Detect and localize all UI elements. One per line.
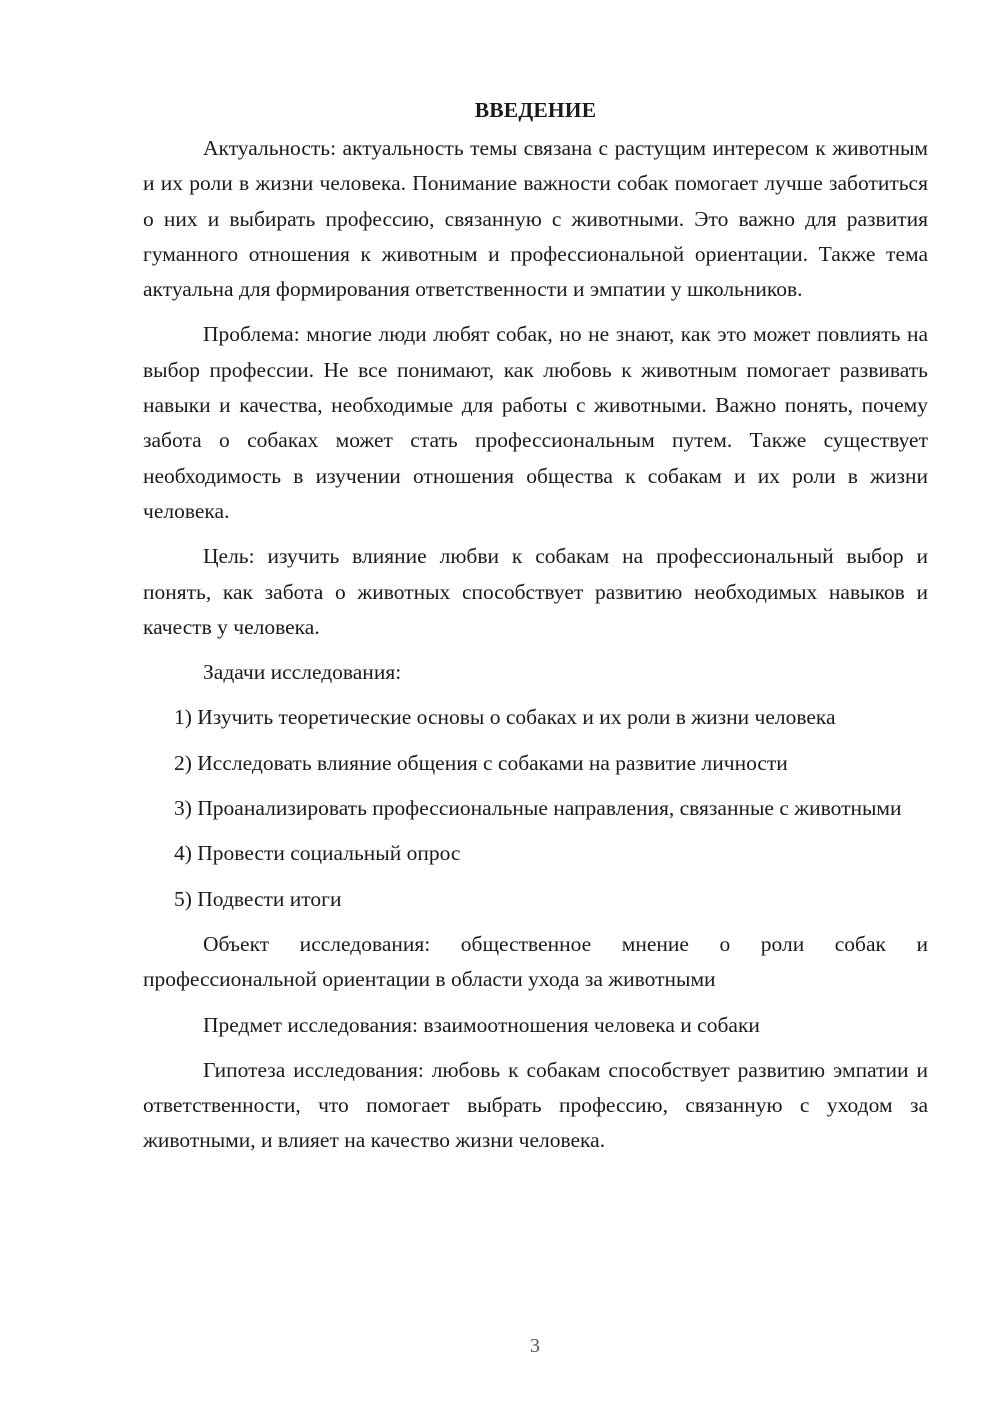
goal-paragraph: Цель: изучить влияние любви к собакам на профессиональный выбор и понять, как забота о животных способствует развитию необходимых навыков и качеств у человека. (143, 544, 928, 639)
page-number: 3 (530, 1335, 540, 1357)
tasks-list (143, 700, 928, 916)
task-item: 4) Провести социальный опрос (174, 841, 461, 866)
section-title: ВВЕДЕНИЕ (474, 98, 597, 122)
research-object-paragraph: Объект исследования: общественное мнение о роли собак и профессиональной ориентации в области ухода за животными (143, 931, 928, 992)
task-item: 3) Проанализировать профессиональные направления, связанные с животными (174, 796, 902, 821)
task-item: 5) Подвести итоги (174, 886, 342, 911)
research-subject-paragraph: Предмет исследования: взаимоотношения человека и собаки (203, 1012, 760, 1037)
problem-paragraph: Проблема: многие люди любят собак, но не знают, как это может повлиять на выбор профессии. Не все понимают, как любовь к животным помогает развивать навыки и качества, необходимые для работы с животными. Важно понять, почему забота о собаках может стать профессиональным путем. Также существует необходимость в изучении отношения общества к собакам и их роли в жизни человека. (143, 322, 928, 523)
research-hypothesis-paragraph: Гипотеза исследования: любовь к собакам способствует развитию эмпатии и ответственности, что помогает выбрать профессию, связанную с уходом за животными, и влияет на качество жизни человека. (143, 1057, 928, 1153)
tasks-heading: Задачи исследования: (203, 660, 402, 685)
relevance-paragraph: Актуальность: актуальность темы связана с растущим интересом к животным и их роли в жизни человека. Понимание важности собак помогает лучше заботиться о них и выбирать профессию, связанную с животными. Это важно для развития гуманного отношения к животным и профессиональной ориентации. Также тема актуальна для формирования ответственности и эмпатии у школьников. (143, 136, 928, 302)
page-content (143, 95, 928, 1169)
task-item: 2) Исследовать влияние общения с собаками на развитие личности (174, 750, 788, 775)
task-item: 1) Изучить теоретические основы о собаках и их роли в жизни человека (174, 705, 836, 730)
